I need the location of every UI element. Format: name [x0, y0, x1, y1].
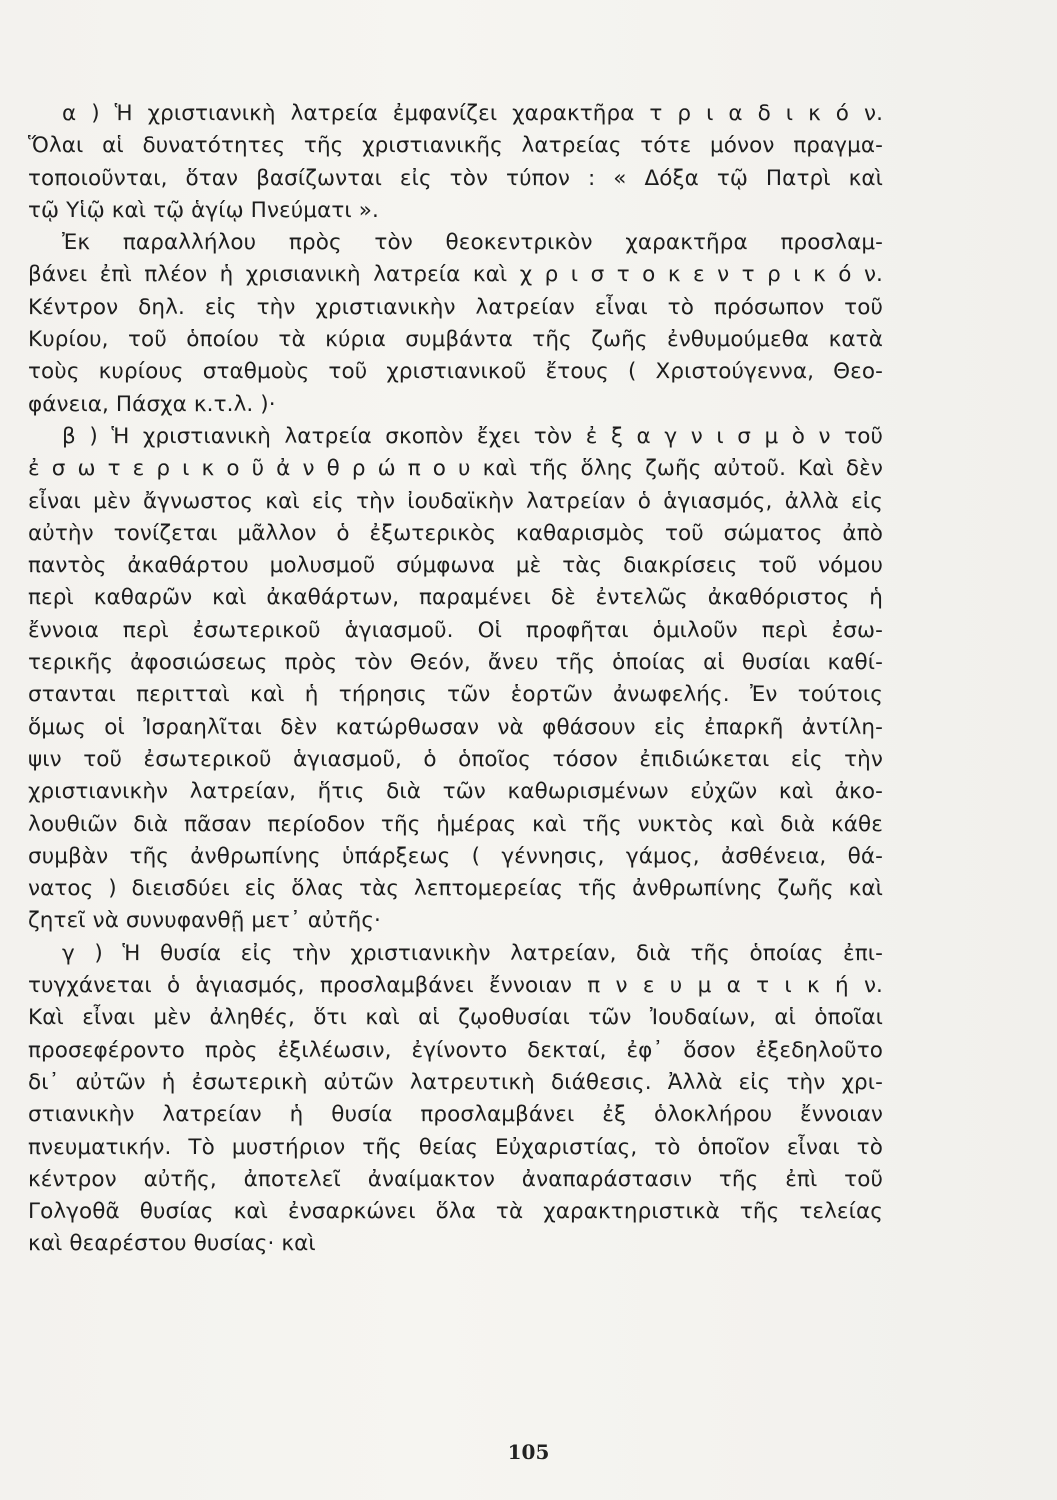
- text-line: τῷ Υἱῷ καὶ τῷ ἁγίῳ Πνεύματι ».: [28, 197, 379, 223]
- text-line: Γολγοθᾶ θυσίας καὶ ἐνσαρκώνει ὅλα τὰ χαρακτηριστικὰ τῆς τελείας: [28, 1199, 883, 1225]
- text-line: ἐ σ ω τ ε ρ ι κ ο ῦ ἀ ν θ ρ ώ π ο υ καὶ τῆς ὅλης ζωῆς αὐτοῦ. Καὶ δὲν: [28, 456, 883, 482]
- text-line: φάνεια, Πάσχα κ.τ.λ. )·: [28, 391, 276, 417]
- text-line: καὶ θεαρέστου θυσίας· καὶ: [28, 1231, 316, 1257]
- text-line: στιανικὴν λατρείαν ἡ θυσία προσλαμβάνει ἐξ ὁλοκλήρου ἔννοιαν: [28, 1102, 883, 1128]
- text-line: αὐτὴν τονίζεται μᾶλλον ὁ ἐξωτερικὸς καθαρισμὸς τοῦ σώματος ἀπὸ: [28, 520, 883, 546]
- text-line: Ὅλαι αἱ δυνατότητες τῆς χριστιανικῆς λατρείας τότε μόνον πραγμα-: [28, 133, 883, 159]
- page-number: 105: [507, 1440, 550, 1464]
- text-line: Κυρίου, τοῦ ὁποίου τὰ κύρια συμβάντα τῆς ζωῆς ἐνθυμούμεθα κατὰ: [28, 327, 883, 353]
- text-line: συμβὰν τῆς ἀνθρωπίνης ὑπάρξεως ( γέννησις, γάμος, ἀσθένεια, θά-: [28, 843, 883, 869]
- text-line: περὶ καθαρῶν καὶ ἀκαθάρτων, παραμένει δὲ ἐντελῶς ἀκαθόριστος ἡ: [28, 585, 883, 611]
- text-line: ζητεῖ νὰ συνυφανθῇ μετ᾽ αὐτῆς·: [28, 908, 381, 934]
- text-line: ψιν τοῦ ἐσωτερικοῦ ἁγιασμοῦ, ὁ ὁποῖος τόσον ἐπιδιώκεται εἰς τὴν: [28, 746, 883, 772]
- text-line: Ἐκ παραλλήλου πρὸς τὸν θεοκεντρικὸν χαρακτῆρα προσλαμ-: [62, 230, 883, 256]
- text-line: ἔννοια περὶ ἐσωτερικοῦ ἁγιασμοῦ. Οἱ προφῆται ὁμιλοῦν περὶ ἐσω-: [28, 617, 883, 643]
- text-line: ὅμως οἱ Ἰσραηλῖται δὲν κατώρθωσαν νὰ φθάσουν εἰς ἐπαρκῆ ἀντίλη-: [28, 714, 883, 740]
- text-line: προσεφέροντο πρὸς ἐξιλέωσιν, ἐγίνοντο δεκταί, ἐφ᾽ ὅσον ἐξεδηλοῦτο: [28, 1037, 883, 1063]
- text-line: τερικῆς ἀφοσιώσεως πρὸς τὸν Θεόν, ἄνευ τῆς ὁποίας αἱ θυσίαι καθί-: [28, 650, 883, 676]
- text-line: τυγχάνεται ὁ ἁγιασμός, προσλαμβάνει ἔννοιαν π ν ε υ μ α τ ι κ ή ν.: [28, 973, 883, 999]
- text-line: βάνει ἐπὶ πλέον ἡ χρισιανικὴ λατρεία καὶ χ ρ ι σ τ ο κ ε ν τ ρ ι κ ό ν.: [28, 262, 883, 288]
- text-line: στανται περιτταὶ καὶ ἡ τήρησις τῶν ἑορτῶν ἀνωφελής. Ἐν τούτοις: [28, 682, 883, 708]
- text-line: δι᾽ αὐτῶν ἡ ἐσωτερικὴ αὐτῶν λατρευτικὴ διάθεσις. Ἀλλὰ εἰς τὴν χρι-: [28, 1069, 883, 1095]
- text-line: λουθιῶν διὰ πᾶσαν περίοδον τῆς ἡμέρας καὶ τῆς νυκτὸς καὶ διὰ κάθε: [28, 811, 883, 837]
- text-line: πνευματικήν. Τὸ μυστήριον τῆς θείας Εὐχαριστίας, τὸ ὁποῖον εἶναι τὸ: [28, 1134, 883, 1160]
- text-line: εἶναι μὲν ἄγνωστος καὶ εἰς τὴν ἰουδαϊκὴν λατρείαν ὁ ἁγιασμός, ἀλλὰ εἰς: [28, 488, 883, 514]
- text-line: παντὸς ἀκαθάρτου μολυσμοῦ σύμφωνα μὲ τὰς διακρίσεις τοῦ νόμου: [28, 553, 883, 579]
- text-line: Κέντρον δηλ. εἰς τὴν χριστιανικὴν λατρείαν εἶναι τὸ πρόσωπον τοῦ: [28, 294, 883, 320]
- text-line: τοὺς κυρίους σταθμοὺς τοῦ χριστιανικοῦ ἔτους ( Χριστούγεννα, Θεο-: [28, 359, 883, 385]
- text-line: β ) Ἡ χριστιανικὴ λατρεία σκοπὸν ἔχει τὸν ἐ ξ α γ ν ι σ μ ὸ ν τοῦ: [62, 423, 883, 449]
- body-text: [28, 98, 883, 1261]
- text-line: γ ) Ἡ θυσία εἰς τὴν χριστιανικὴν λατρείαν, διὰ τῆς ὁποίας ἐπι-: [62, 940, 883, 966]
- text-line: τοποιοῦνται, ὅταν βασίζωνται εἰς τὸν τύπον : « Δόξα τῷ Πατρὶ καὶ: [28, 165, 883, 191]
- text-line: α ) Ἡ χριστιανικὴ λατρεία ἐμφανίζει χαρακτῆρα τ ρ ι α δ ι κ ό ν.: [62, 101, 883, 126]
- text-line: χριστιανικὴν λατρείαν, ἥτις διὰ τῶν καθωρισμένων εὐχῶν καὶ ἀκο-: [28, 779, 883, 805]
- text-line: νατος ) διεισδύει εἰς ὅλας τὰς λεπτομερείας τῆς ἀνθρωπίνης ζωῆς καὶ: [28, 876, 883, 902]
- text-line: κέντρον αὐτῆς, ἀποτελεῖ ἀναίμακτον ἀναπαράστασιν τῆς ἐπὶ τοῦ: [28, 1166, 883, 1192]
- text-line: Καὶ εἶναι μὲν ἀληθές, ὅτι καὶ αἱ ζῳοθυσίαι τῶν Ἰουδαίων, αἱ ὁποῖαι: [28, 1005, 883, 1031]
